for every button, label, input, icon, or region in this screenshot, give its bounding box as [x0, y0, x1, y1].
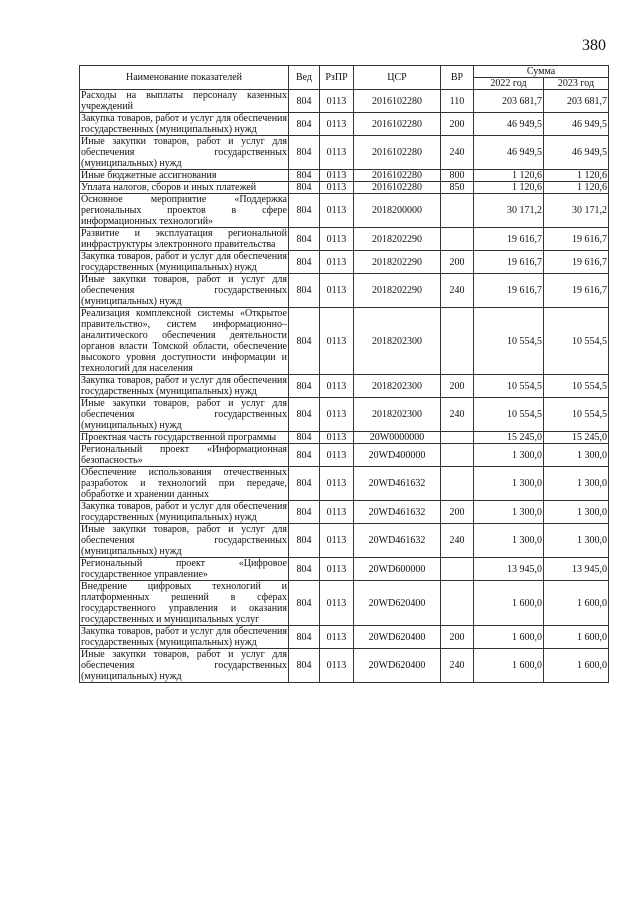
- cell-rzpr: 0113: [320, 501, 354, 524]
- cell-csr: 2018202300: [354, 398, 441, 432]
- cell-ved: 804: [289, 467, 320, 501]
- table-row: [80, 194, 609, 228]
- table-row: [80, 113, 609, 136]
- table-row: [80, 251, 609, 274]
- cell-ved: 804: [289, 398, 320, 432]
- table-row: [80, 398, 609, 432]
- cell-name: Закупка товаров, работ и услуг для обеспечения государственных (муниципальных) нужд: [81, 626, 287, 648]
- cell-2022: 1 120,6: [474, 170, 544, 182]
- cell-vr: [441, 467, 474, 501]
- cell-2022: 10 554,5: [474, 375, 544, 398]
- cell-vr: [441, 194, 474, 228]
- cell-2023: 1 600,0: [544, 649, 609, 683]
- header-vr: ВР: [441, 66, 474, 90]
- cell-name: Иные закупки товаров, работ и услуг для обеспечения государственных (муниципальных) нужд: [81, 524, 287, 557]
- cell-2022: 19 616,7: [474, 251, 544, 274]
- cell-csr: 20W0000000: [354, 432, 441, 444]
- cell-2022: 46 949,5: [474, 136, 544, 170]
- cell-ved: 804: [289, 444, 320, 467]
- cell-2023: 30 171,2: [544, 194, 609, 228]
- cell-name: Закупка товаров, работ и услуг для обеспечения государственных (муниципальных) нужд: [81, 375, 287, 397]
- cell-vr: 200: [441, 375, 474, 398]
- cell-rzpr: 0113: [320, 182, 354, 194]
- cell-rzpr: 0113: [320, 170, 354, 182]
- cell-ved: 804: [289, 524, 320, 558]
- table-row: [80, 170, 609, 182]
- cell-ved: 804: [289, 228, 320, 251]
- cell-ved: 804: [289, 626, 320, 649]
- cell-ved: 804: [289, 501, 320, 524]
- cell-rzpr: 0113: [320, 375, 354, 398]
- cell-name: Расходы на выплаты персоналу казенных учреждений: [81, 90, 287, 112]
- cell-rzpr: 0113: [320, 251, 354, 274]
- cell-vr: 800: [441, 170, 474, 182]
- cell-name: Реализация комплексной системы «Открытое правительство», систем информационно–аналитического обеспечения деятельности органов власти Томской области, обеспечение высокого уровня доступности информации и технологий для населения: [81, 308, 287, 374]
- cell-2023: 13 945,0: [544, 558, 609, 581]
- cell-name: Внедрение цифровых технологий и платформенных решений в сферах государственного управления и оказания государственных и муниципальных услуг: [81, 581, 287, 625]
- header-year-2022: 2022 год: [474, 78, 544, 90]
- cell-vr: 110: [441, 90, 474, 113]
- cell-name: Уплата налогов, сборов и иных платежей: [80, 182, 289, 194]
- cell-rzpr: 0113: [320, 432, 354, 444]
- cell-2022: 46 949,5: [474, 113, 544, 136]
- table-row: [80, 228, 609, 251]
- cell-rzpr: 0113: [320, 581, 354, 626]
- cell-2023: 1 600,0: [544, 581, 609, 626]
- cell-2023: 1 120,6: [544, 182, 609, 194]
- cell-ved: 804: [289, 649, 320, 683]
- cell-csr: 20WD461632: [354, 467, 441, 501]
- cell-2023: 46 949,5: [544, 136, 609, 170]
- cell-rzpr: 0113: [320, 558, 354, 581]
- cell-2023: 19 616,7: [544, 228, 609, 251]
- cell-csr: 2018200000: [354, 194, 441, 228]
- page-number: 380: [582, 37, 606, 54]
- table-row: [80, 581, 609, 626]
- table-row: [80, 375, 609, 398]
- cell-vr: [441, 444, 474, 467]
- cell-vr: 240: [441, 398, 474, 432]
- cell-2023: 203 681,7: [544, 90, 609, 113]
- header-rzpr: РзПР: [320, 66, 354, 90]
- cell-2022: 1 600,0: [474, 581, 544, 626]
- cell-name: Обеспечение использования отечественных разработок и технологий при передаче, обработке и хранении данных: [81, 467, 287, 500]
- cell-csr: 20WD600000: [354, 558, 441, 581]
- cell-name: Закупка товаров, работ и услуг для обеспечения государственных (муниципальных) нужд: [81, 113, 287, 135]
- cell-csr: 20WD461632: [354, 501, 441, 524]
- cell-2022: 203 681,7: [474, 90, 544, 113]
- cell-2023: 46 949,5: [544, 113, 609, 136]
- table-row: [80, 626, 609, 649]
- cell-2023: 1 600,0: [544, 626, 609, 649]
- cell-ved: 804: [289, 113, 320, 136]
- cell-name: Развитие и эксплуатация региональной инфраструктуры электронного правительства: [81, 228, 287, 250]
- cell-vr: 200: [441, 251, 474, 274]
- table-row: [80, 90, 609, 113]
- cell-name: Региональный проект «Цифровое государственное управление»: [81, 558, 287, 580]
- cell-rzpr: 0113: [320, 626, 354, 649]
- cell-rzpr: 0113: [320, 228, 354, 251]
- cell-ved: 804: [289, 308, 320, 375]
- cell-2022: 1 600,0: [474, 626, 544, 649]
- cell-2023: 19 616,7: [544, 274, 609, 308]
- cell-vr: [441, 432, 474, 444]
- cell-2023: 1 300,0: [544, 467, 609, 501]
- cell-rzpr: 0113: [320, 274, 354, 308]
- cell-2023: 10 554,5: [544, 375, 609, 398]
- cell-ved: 804: [289, 170, 320, 182]
- cell-2023: 1 300,0: [544, 444, 609, 467]
- cell-csr: 20WD400000: [354, 444, 441, 467]
- cell-2023: 19 616,7: [544, 251, 609, 274]
- cell-ved: 804: [289, 182, 320, 194]
- cell-vr: [441, 228, 474, 251]
- table-row: [80, 182, 609, 194]
- cell-2022: 10 554,5: [474, 308, 544, 375]
- cell-rzpr: 0113: [320, 90, 354, 113]
- table-row: [80, 501, 609, 524]
- cell-rzpr: 0113: [320, 194, 354, 228]
- cell-name: Иные закупки товаров, работ и услуг для обеспечения государственных (муниципальных) нужд: [81, 136, 287, 169]
- cell-vr: 240: [441, 136, 474, 170]
- header-ved: Вед: [289, 66, 320, 90]
- cell-2023: 10 554,5: [544, 398, 609, 432]
- cell-csr: 2016102280: [354, 90, 441, 113]
- cell-csr: 20WD620400: [354, 626, 441, 649]
- table-row: [80, 274, 609, 308]
- table-row: [80, 136, 609, 170]
- cell-2023: 1 120,6: [544, 170, 609, 182]
- cell-csr: 2018202290: [354, 251, 441, 274]
- table-row: [80, 558, 609, 581]
- table-row: [80, 432, 609, 444]
- cell-2022: 10 554,5: [474, 398, 544, 432]
- cell-2022: 1 120,6: [474, 182, 544, 194]
- cell-ved: 804: [289, 194, 320, 228]
- cell-csr: 20WD461632: [354, 524, 441, 558]
- header-csr: ЦСР: [354, 66, 441, 90]
- budget-table: [79, 65, 609, 683]
- cell-csr: 2016102280: [354, 136, 441, 170]
- table-header: [80, 66, 609, 90]
- cell-vr: 200: [441, 501, 474, 524]
- cell-2022: 19 616,7: [474, 274, 544, 308]
- cell-name: Основное мероприятие «Поддержка региональных проектов в сфере информационных технологий»: [81, 194, 287, 227]
- cell-2022: 15 245,0: [474, 432, 544, 444]
- cell-2022: 1 300,0: [474, 524, 544, 558]
- header-sum: Сумма: [474, 66, 609, 78]
- cell-rzpr: 0113: [320, 467, 354, 501]
- cell-rzpr: 0113: [320, 444, 354, 467]
- cell-name: Иные закупки товаров, работ и услуг для обеспечения государственных (муниципальных) нужд: [81, 274, 287, 307]
- table-row: [80, 524, 609, 558]
- cell-vr: 240: [441, 274, 474, 308]
- cell-ved: 804: [289, 581, 320, 626]
- cell-csr: 2016102280: [354, 170, 441, 182]
- cell-rzpr: 0113: [320, 113, 354, 136]
- cell-ved: 804: [289, 375, 320, 398]
- cell-csr: 20WD620400: [354, 649, 441, 683]
- cell-name: Проектная часть государственной программы: [80, 432, 289, 444]
- cell-vr: 200: [441, 626, 474, 649]
- table-row: [80, 308, 609, 375]
- cell-ved: 804: [289, 558, 320, 581]
- table-row: [80, 649, 609, 683]
- cell-vr: 200: [441, 113, 474, 136]
- cell-csr: 2016102280: [354, 113, 441, 136]
- header-year-2023: 2023 год: [544, 78, 609, 90]
- cell-2022: 1 600,0: [474, 649, 544, 683]
- cell-csr: 2018202300: [354, 375, 441, 398]
- cell-2022: 1 300,0: [474, 467, 544, 501]
- cell-csr: 2018202300: [354, 308, 441, 375]
- cell-2022: 1 300,0: [474, 444, 544, 467]
- table-body: [80, 90, 609, 683]
- cell-ved: 804: [289, 136, 320, 170]
- table-row: [80, 467, 609, 501]
- cell-vr: [441, 308, 474, 375]
- cell-2023: 10 554,5: [544, 308, 609, 375]
- cell-vr: 240: [441, 524, 474, 558]
- cell-rzpr: 0113: [320, 649, 354, 683]
- cell-rzpr: 0113: [320, 524, 354, 558]
- cell-2022: 13 945,0: [474, 558, 544, 581]
- cell-vr: [441, 581, 474, 626]
- cell-2022: 19 616,7: [474, 228, 544, 251]
- cell-ved: 804: [289, 90, 320, 113]
- cell-name: Иные закупки товаров, работ и услуг для обеспечения государственных (муниципальных) нужд: [81, 398, 287, 431]
- table-row: [80, 444, 609, 467]
- cell-rzpr: 0113: [320, 136, 354, 170]
- cell-2022: 30 171,2: [474, 194, 544, 228]
- cell-ved: 804: [289, 432, 320, 444]
- cell-2023: 15 245,0: [544, 432, 609, 444]
- cell-name: Иные бюджетные ассигнования: [80, 170, 289, 182]
- cell-ved: 804: [289, 274, 320, 308]
- cell-csr: 20WD620400: [354, 581, 441, 626]
- cell-vr: 850: [441, 182, 474, 194]
- cell-rzpr: 0113: [320, 308, 354, 375]
- cell-csr: 2016102280: [354, 182, 441, 194]
- cell-2023: 1 300,0: [544, 524, 609, 558]
- cell-csr: 2018202290: [354, 274, 441, 308]
- cell-vr: [441, 558, 474, 581]
- cell-csr: 2018202290: [354, 228, 441, 251]
- header-name: Наименование показателей: [80, 66, 289, 90]
- cell-vr: 240: [441, 649, 474, 683]
- cell-2023: 1 300,0: [544, 501, 609, 524]
- cell-name: Закупка товаров, работ и услуг для обеспечения государственных (муниципальных) нужд: [81, 251, 287, 273]
- cell-2022: 1 300,0: [474, 501, 544, 524]
- cell-name: Региональный проект «Информационная безопасность»: [81, 444, 287, 466]
- cell-rzpr: 0113: [320, 398, 354, 432]
- cell-name: Иные закупки товаров, работ и услуг для обеспечения государственных (муниципальных) нужд: [81, 649, 287, 682]
- cell-ved: 804: [289, 251, 320, 274]
- cell-name: Закупка товаров, работ и услуг для обеспечения государственных (муниципальных) нужд: [81, 501, 287, 523]
